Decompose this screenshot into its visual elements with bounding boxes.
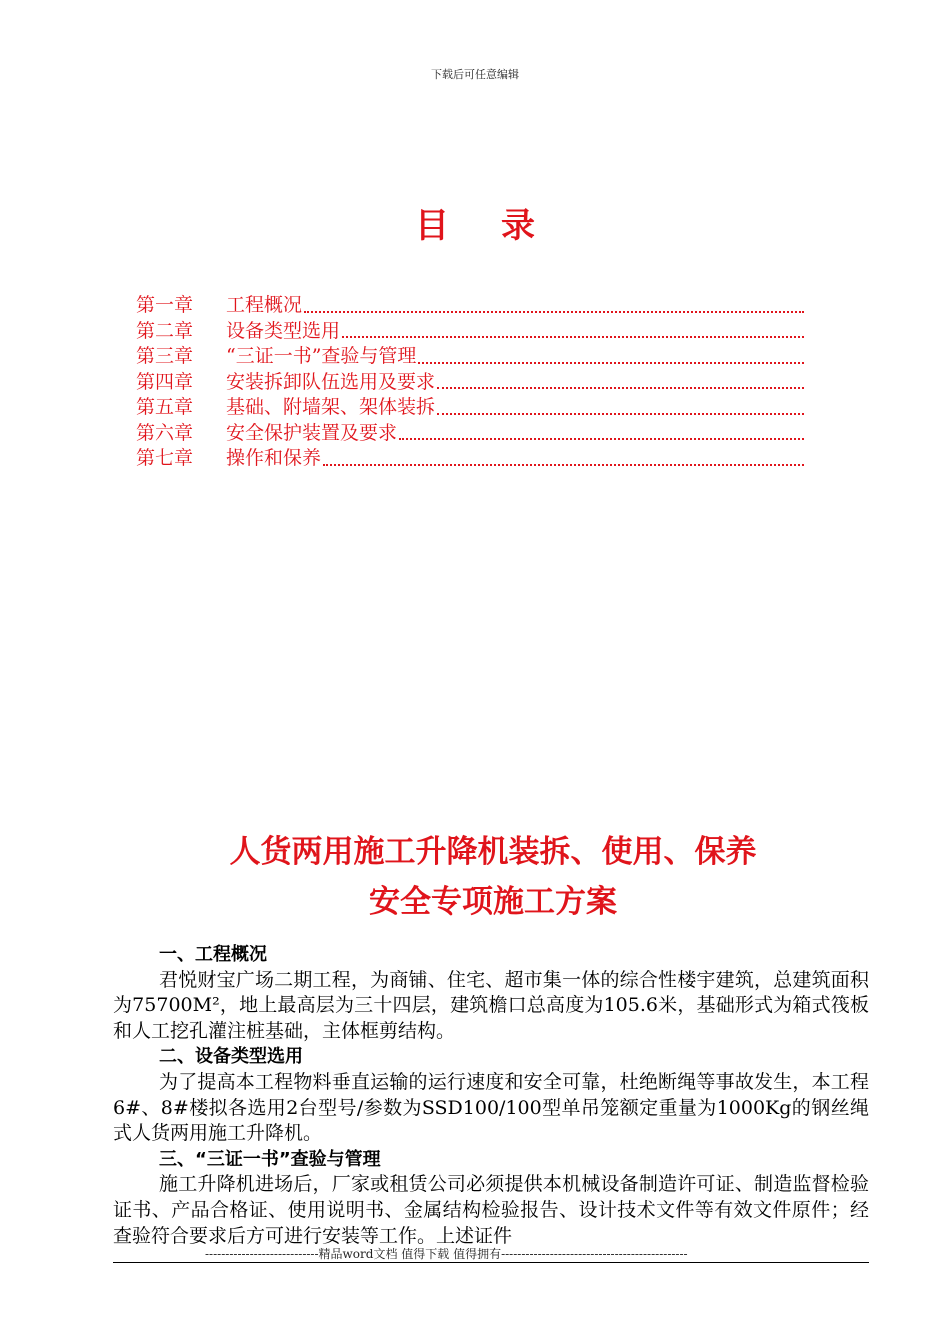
toc-item[interactable] <box>136 421 804 447</box>
section-heading: 一、工程概况 <box>159 944 267 965</box>
toc-leader-dots <box>323 454 804 466</box>
toc-item[interactable] <box>136 344 804 370</box>
toc-item[interactable] <box>136 293 804 319</box>
toc-leader-dots <box>418 352 804 364</box>
toc-name: 安装拆卸队伍选用及要求 <box>226 370 436 393</box>
table-of-contents <box>136 293 804 472</box>
toc-name: 操作和保养 <box>226 447 322 469</box>
toc-leader-dots <box>437 403 804 415</box>
toc-chapter: 第七章 <box>136 447 194 469</box>
toc-chapter: 第三章 <box>136 345 194 367</box>
toc-item[interactable] <box>136 319 804 345</box>
toc-chapter: 第五章 <box>136 396 194 418</box>
section-paragraph: 为了提高本工程物料垂直运输的运行速度和安全可靠，杜绝断绳等事故发生，本工程6#、8#楼拟各选用2台型号/参数为SSD100/100型单吊笼额定重量为1000Kg的钢丝绳式人货两用施工升降机。 <box>113 1070 869 1145</box>
toc-item[interactable] <box>136 446 804 472</box>
toc-leader-dots <box>304 301 804 313</box>
main-title-line1: 人货两用施工升降机装拆、使用、保养 <box>229 834 757 870</box>
toc-leader-dots <box>437 377 804 389</box>
toc-chapter: 第一章 <box>136 294 194 316</box>
toc-leader-dots <box>342 326 804 338</box>
toc-chapter: 第二章 <box>136 319 194 342</box>
toc-leader-dots <box>399 428 804 440</box>
section-heading: 二、设备类型选用 <box>159 1046 303 1068</box>
toc-name: 基础、附墙架、架体装拆 <box>226 396 436 418</box>
header-note: 下载后可任意编辑 <box>431 68 519 81</box>
footer-note: ----------------------------精品word文档 值得下载 值得拥有---------------------------------------------- <box>205 1247 688 1261</box>
section-paragraph: 施工升降机进场后，厂家或租赁公司必须提供本机械设备制造许可证、制造监督检验证书、产品合格证、使用说明书、金属结构检验报告、设计技术文件等有效文件原件；经查验符合要求后方可进行安装等工作。上述证件 <box>113 1173 869 1247</box>
section-paragraph: 君悦财宝广场二期工程，为商铺、住宅、超市集一体的综合性楼宇建筑，总建筑面积为75700M²，地上最高层为三十四层，建筑檐口总高度为105.6米，基础形式为箱式筏板和人工挖孔灌注桩基础，主体框剪结构。 <box>113 968 869 1042</box>
footer-divider <box>113 1262 869 1263</box>
toc-item[interactable] <box>136 395 804 421</box>
toc-name: 设备类型选用 <box>226 319 341 342</box>
toc-title: 目录 <box>415 206 587 246</box>
document-body <box>113 942 869 1249</box>
toc-item[interactable] <box>136 370 804 396</box>
toc-chapter: 第六章 <box>136 421 194 444</box>
toc-name: “三证一书”查验与管理 <box>226 345 417 367</box>
section-heading: 三、“三证一书”查验与管理 <box>159 1148 381 1170</box>
main-title-line2: 安全专项施工方案 <box>369 884 617 920</box>
toc-name: 工程概况 <box>226 294 303 316</box>
toc-chapter: 第四章 <box>136 370 194 393</box>
toc-name: 安全保护装置及要求 <box>226 421 398 444</box>
